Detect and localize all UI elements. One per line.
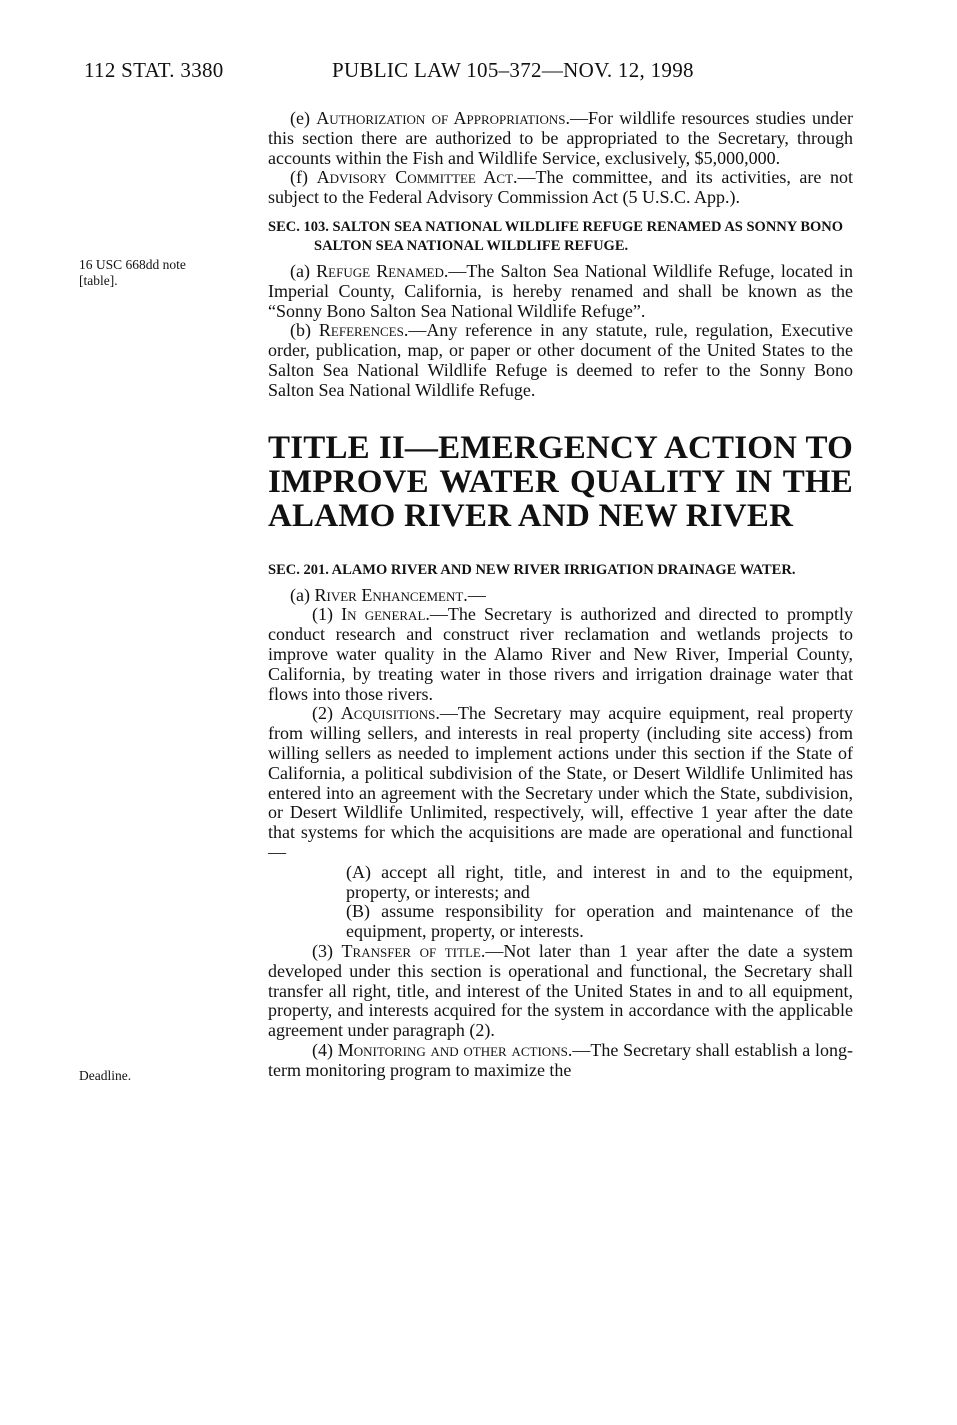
section-103-heading: SEC. 103. SALTON SEA NATIONAL WILDLIFE REFUGE RENAMED AS SONNY BONO SALTON SEA NATIONAL WILDLIFE REFUGE. [268, 218, 844, 254]
paragraph-3: (3) Transfer of title.—Not later than 1 year after the date a system developed under this section is operational and functional, the Secretary shall transfer all right, title, and interest of the United States in and to all equipment, property, and interests acquired for the system in accordance with the applicable agreement under paragraph (2). [268, 940, 853, 1041]
subsection-201-a: (a) River Enhancement.— [290, 584, 486, 605]
subsection-e: (e) Authorization of Appropriations.—For wildlife resources studies under this section there are authorized to be appropriated to the Secretary, through accounts within the Fish and Wildlife Service, exclusively, $5,000,000. [268, 108, 853, 168]
paragraph-2: (2) Acquisitions.—The Secretary may acquire equipment, real property from willing sellers, and interests in real property (including site access) from willing sellers as needed to implement actions under this section if the State of California, a political subdivision of the State, or Desert Wildlife Unlimited has entered into an agreement with the Secretary under which the State, subdivision, or Desert Wildlife Unlimited, respectively, will, effective 1 year after the date that systems for which the acquisitions are made are operational and functional— [268, 703, 853, 862]
subparagraph-b: (B) assume responsibility for operation and maintenance of the equipment, property, or interests. [346, 901, 853, 942]
section-201-heading: SEC. 201. ALAMO RIVER AND NEW RIVER IRRIGATION DRAINAGE WATER. [268, 561, 796, 578]
margin-note-deadline: Deadline. [79, 1068, 132, 1083]
folio: 112 STAT. 3380 [84, 58, 224, 82]
running-head: PUBLIC LAW 105–372—NOV. 12, 1998 [332, 58, 694, 82]
margin-note-usc: 16 USC 668dd note [table]. [79, 257, 186, 288]
paragraph-1: (1) In general.—The Secretary is authorized and directed to promptly conduct research and construct river reclamation and wetlands projects to improve water quality in the Alamo River and New River, Imperial County, California, by treating water in those rivers and irrigation drainage water that flows into those rivers. [268, 604, 853, 704]
paragraph-4: (4) Monitoring and other actions.—The Secretary shall establish a long-term monitoring program to maximize the [268, 1039, 853, 1080]
subsection-103-a: (a) Refuge Renamed.—The Salton Sea National Wildlife Refuge, located in Imperial County, California, is hereby renamed and shall be known as the “Sonny Bono Salton Sea National Wildlife Refuge”. [268, 260, 853, 321]
title-ii-heading: TITLE II—EMERGENCY ACTION TO IMPROVE WATER QUALITY IN THE ALAMO RIVER AND NEW RIVER [268, 429, 853, 534]
subsection-103-b: (b) References.—Any reference in any statute, rule, regulation, Executive order, publication, map, or paper or other document of the United States to the Salton Sea National Wildlife Refuge is deemed to refer to the Sonny Bono Salton Sea National Wildlife Refuge. [268, 320, 853, 400]
subparagraph-a: (A) accept all right, title, and interest in and to the equipment, property, or interests; and [346, 861, 853, 902]
subsection-f: (f) Advisory Committee Act.—The committee, and its activities, are not subject to the Federal Advisory Commission Act (5 U.S.C. App.). [268, 167, 853, 208]
body-text [268, 109, 853, 1080]
